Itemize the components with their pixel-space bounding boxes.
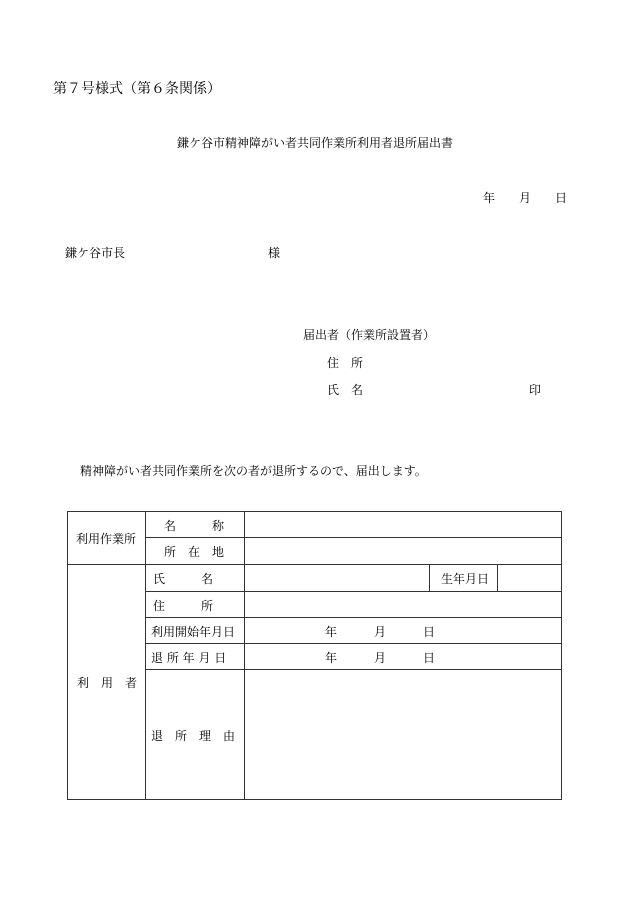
exit-date-year: 年 [325,651,338,665]
document-title: 鎌ケ谷市精神障がい者共同作業所利用者退所届出書 [176,136,453,150]
exit-date-label: 退 所 年 月 日 [151,651,227,665]
birthdate-label: 生年月日 [441,572,490,586]
table-divider-birth-right [497,564,498,591]
date-day-label: 日 [555,191,568,205]
start-date-label: 利用開始年月日 [151,625,236,639]
submitter-heading: 届出者（作業所設置者） [303,328,436,342]
table-rule-2 [67,564,562,565]
seal-mark: 印 [529,383,542,397]
start-date-year: 年 [325,625,338,639]
exit-reason-field[interactable] [246,671,560,798]
facility-group-label: 利用作業所 [76,532,137,546]
exit-reason-label: 退 所 理 由 [151,729,236,743]
table-border-right [561,511,562,800]
date-month-label: 月 [519,191,532,205]
statement-text: 精神障がい者共同作業所を次の者が退所するので、届出します。 [80,464,427,478]
table-divider-group [145,511,146,800]
table-border-bottom [67,799,562,800]
form-number: 第７号様式（第６条関係） [53,81,221,97]
user-group-label: 利 用 者 [77,676,138,690]
user-address-field[interactable] [246,593,560,616]
table-rule-6 [145,669,562,670]
submitter-name-label: 氏 名 [327,383,364,397]
table-border-left [67,511,68,800]
submitter-address-label: 住 所 [327,356,364,370]
facility-location-field[interactable] [246,539,560,563]
user-name-label: 氏 名 [153,572,214,586]
exit-date-month: 月 [374,651,387,665]
table-rule-3 [145,591,562,592]
start-date-month: 月 [374,625,387,639]
form-table [67,511,562,800]
user-address-label: 住 所 [153,599,214,613]
addressee-honorific: 様 [268,246,281,260]
facility-location-label: 所 在 地 [164,545,225,559]
exit-date-day: 日 [423,651,436,665]
table-rule-4 [145,617,562,618]
birthdate-field[interactable] [499,566,560,590]
start-date-day: 日 [423,625,436,639]
table-divider-birth-left [429,564,430,591]
user-name-field[interactable] [246,566,428,590]
date-year-label: 年 [483,191,496,205]
facility-name-label: 名 称 [164,519,225,533]
facility-name-field[interactable] [246,512,560,536]
table-rule-5 [145,643,562,644]
table-divider-label [244,511,245,800]
addressee-name: 鎌ケ谷市長 [65,246,126,260]
table-rule-1 [145,537,562,538]
